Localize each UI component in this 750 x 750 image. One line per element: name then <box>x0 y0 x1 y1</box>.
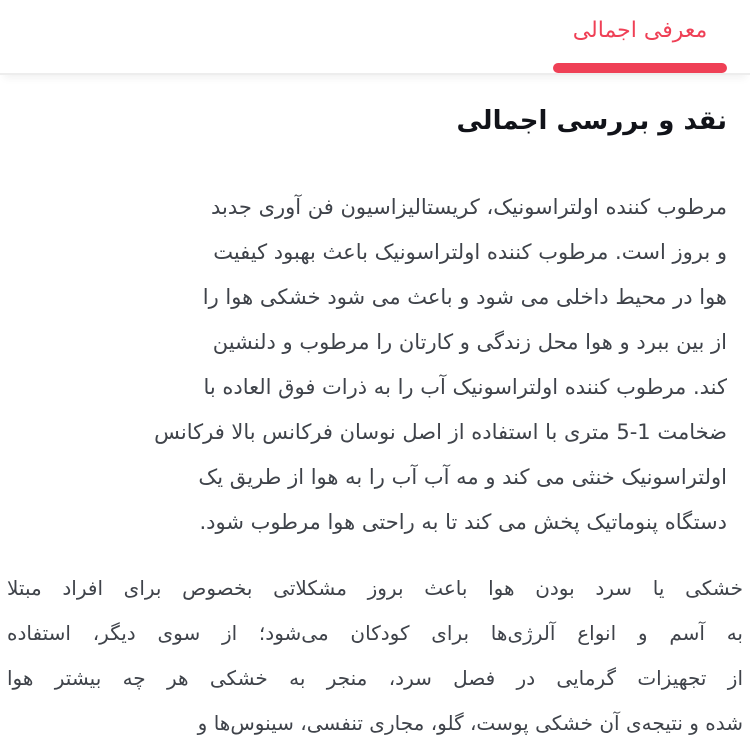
text-line: و بروز است. مرطوب کننده اولتراسونیک باعث بهبود کیفیت <box>213 240 727 264</box>
overview-content <box>0 102 750 746</box>
text-line: شده و نتیجه‌ی آن خشکی پوست، گلو، مجاری تنفسی، سینوس‌ها و <box>197 711 743 735</box>
text-line: از تجهیزات گرمایی در فصل سرد، منجر به خشکی هر چه بیشتر هوا <box>7 666 743 690</box>
text-line: از بین ببرد و هوا محل زندگی و کارتان را مرطوب و دلنشین <box>212 330 727 354</box>
review-paragraph-intro <box>0 185 750 545</box>
text-line: کند. مرطوب کننده اولتراسونیک آب را به ذرات فوق العاده با <box>203 375 727 399</box>
text-line: اولتراسونیک خنثی می کند و مه آب آب را به هوا از طریق یک <box>198 465 727 489</box>
tab-bar <box>0 0 750 75</box>
text-line: هوا در محیط داخلی می شود و باعث می شود خشکی هوا را <box>202 285 727 309</box>
tab-active-indicator <box>553 63 727 73</box>
text-line: مرطوب کننده اولتراسونیک، کریستالیزاسیون فن آوری جدبد <box>211 195 727 219</box>
tab-overview[interactable] <box>553 0 727 73</box>
section-title: نقد و بررسی اجمالی <box>456 106 727 136</box>
review-paragraph-dry-air <box>0 566 750 746</box>
text-line: به آسم و انواع آلرژی‌ها برای کودکان می‌شود؛ از سوی دیگر، استفاده <box>7 621 743 645</box>
text-line: دستگاه پنوماتیک پخش می کند تا به راحتی هوا مرطوب شود. <box>199 510 727 534</box>
text-line: خشکی یا سرد بودن هوا باعث بروز مشکلاتی بخصوص برای افراد مبتلا <box>7 576 743 600</box>
tab-overview-label: معرفی اجمالی <box>572 18 708 43</box>
text-line: ضخامت 1-5 متری با استفاده از اصل نوسان فرکانس بالا فرکانس <box>154 420 727 444</box>
